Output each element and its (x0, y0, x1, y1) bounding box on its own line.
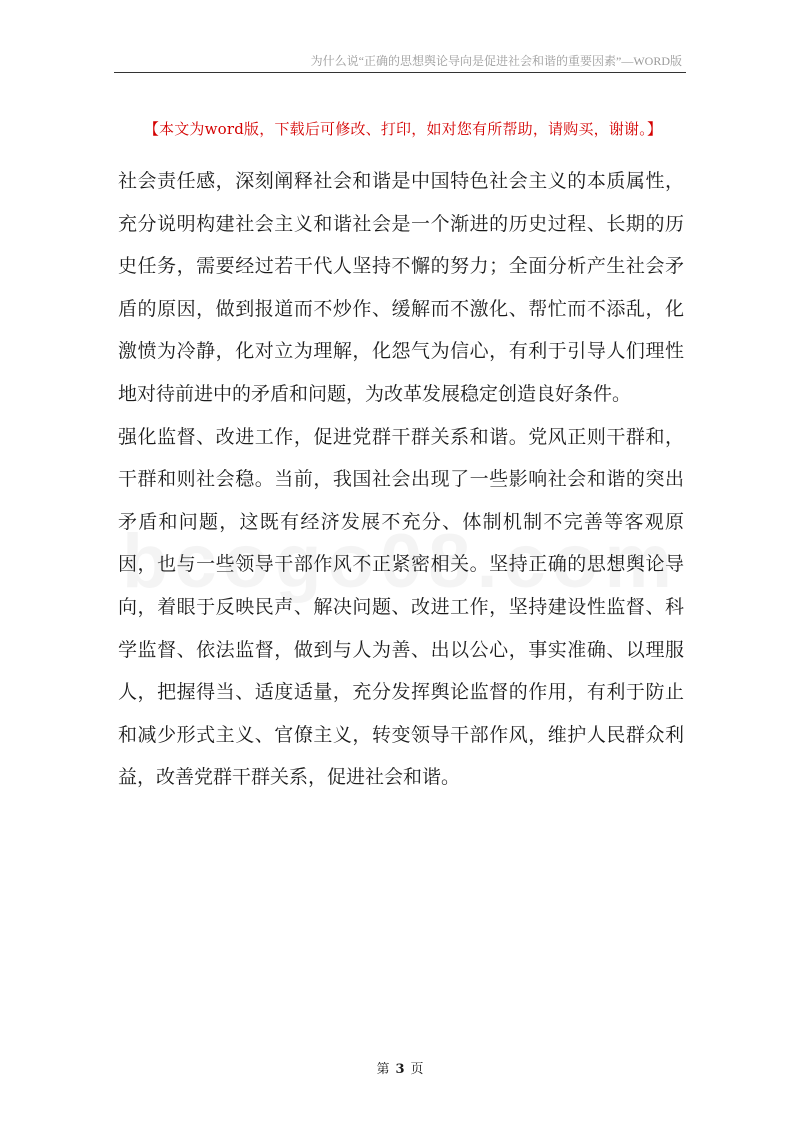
page-suffix: 页 (410, 1062, 424, 1077)
download-notice: 【本文为word版，下载后可修改、打印，如对您有所帮助，请购买，谢谢。】 (143, 120, 663, 138)
page-prefix: 第 (376, 1062, 390, 1077)
paragraph: 强化监督、改进工作，促进党群干群关系和谐。党风正则干群和，干群和则社会稳。当前，我国社会出现了一些影响社会和谐的突出矛盾和问题，这既有经济发展不充分、体制机制不完善等客观原因，也与一些领导干部作风不正紧密相关。坚持正确的思想舆论导向，着眼于反映民声、解决问题、改进工作，坚持建设性监督、科学监督、依法监督，做到与人为善、出以公心，事实准确、以理服人，把握得当、适度适量，充分发挥舆论监督的作用，有利于防止和减少形式主义、官僚主义，转变领导干部作风，维护人民群众利益，改善党群干群关系，促进社会和谐。 (118, 425, 684, 789)
paragraph: 社会责任感，深刻阐释社会和谐是中国特色社会主义的本质属性，充分说明构建社会主义和谐社会是一个渐进的历史过程、长期的历史任务，需要经过若干代人坚持不懈的努力；全面分析产生社会矛盾的原因，做到报道而不炒作、缓解而不激化、帮忙而不添乱，化激愤为冷静，化对立为理解，化怨气为信心，有利于引导人们理性地对待前进中的矛盾和问题，为改革发展稳定创造良好条件。 (118, 170, 684, 405)
page-number-footer (0, 1058, 800, 1077)
page-number: 3 (395, 1062, 405, 1077)
document-header-title: 为什么说“正确的思想舆论导向是促进社会和谐的重要因素”—WORD版 (310, 54, 682, 68)
header-divider (114, 72, 686, 73)
document-body (118, 160, 684, 799)
